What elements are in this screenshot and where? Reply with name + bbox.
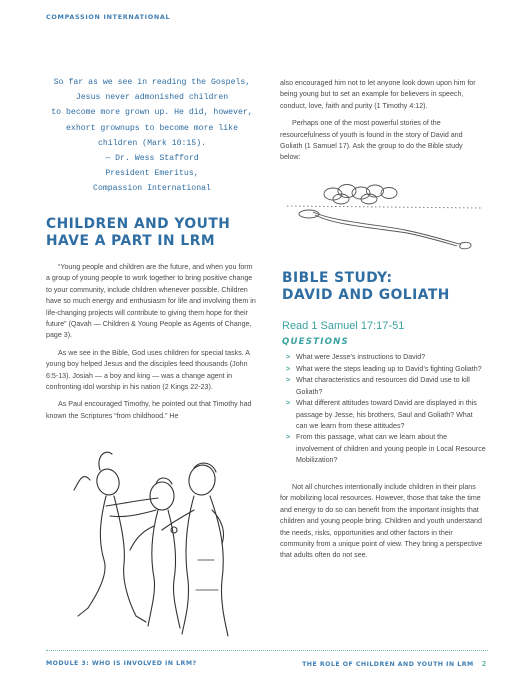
questions-list: [286, 352, 486, 467]
footer-module-title: MODULE 3: WHO IS INVOLVED IN LRM?: [46, 660, 197, 667]
heading-line: HAVE A PART IN LRM: [46, 233, 216, 249]
chevron-right-icon: >: [286, 433, 291, 442]
quote-line: Jesus never admonished children: [75, 93, 229, 103]
body-paragraph: Perhaps one of the most powerful stories of the resourcefulness of youth is found in the story of David and Goliath (1 Samuel 17). Ask the group to do the Bible study below:: [280, 119, 463, 162]
quote-line: exhort grownups to become more like: [66, 123, 238, 133]
heading-line: CHILDREN AND YOUTH: [46, 216, 231, 232]
question-text: From this passage, what can we learn about the involvement of children and young people in Local Resource Mobilization?: [296, 433, 486, 464]
body-paragraph: also encouraged him not to let anyone look down upon him for being young but to set an example for believers in speech, conduct, love, faith and purity (1 Timothy 4:12).: [280, 79, 476, 110]
footer-section-label: THE ROLE OF CHILDREN AND YOUTH IN LRM: [302, 661, 474, 668]
question-text: What were Jesse’s instructions to David?: [296, 353, 426, 361]
quote-line: So far as we see in reading the Gospels,: [53, 78, 251, 87]
chevron-right-icon: >: [286, 399, 291, 408]
list-item: [286, 432, 486, 466]
sling-illustration: [285, 160, 485, 250]
pull-quote: [46, 75, 258, 197]
children-section-body: [46, 262, 258, 428]
question-text: What different attitudes toward David are displayed in this passage by Jesse, his brothers, Saul and Goliath? What can we learn from these attitudes?: [296, 399, 477, 430]
list-item: [286, 398, 486, 432]
quote-line: to become more grown up. He did, however,: [51, 108, 253, 118]
people-sketch-illustration: [70, 440, 240, 640]
chevron-right-icon: >: [286, 376, 291, 385]
questions-title: QUESTIONS: [282, 337, 349, 347]
quote-attribution: — Dr. Wess Stafford: [105, 154, 199, 164]
bible-study-heading: [282, 270, 450, 304]
body-paragraph: As Paul encouraged Timothy, he pointed out that Timothy had known the Scriptures “from childhood.” He: [46, 400, 252, 420]
heading-line: DAVID AND GOLIATH: [282, 287, 450, 303]
heading-line: BIBLE STUDY:: [282, 270, 393, 286]
question-text: What were the steps leading up to David’s fighting Goliath?: [296, 364, 482, 373]
page-number: 2: [481, 660, 487, 668]
question-text: What characteristics and resources did David use to kill Goliath?: [296, 376, 470, 396]
list-item: [286, 352, 486, 363]
chevron-right-icon: >: [286, 353, 291, 361]
footer-section-title: [302, 660, 487, 668]
list-item: [286, 364, 486, 375]
quote-line: children (Mark 10:15).: [97, 138, 207, 148]
header-org: COMPASSION INTERNATIONAL: [46, 13, 171, 21]
quote-attribution: President Emeritus,: [105, 169, 199, 179]
quote-attribution: Compassion International: [93, 184, 211, 194]
right-column-intro: [280, 78, 485, 170]
scripture-reference: Read 1 Samuel 17:17-51: [282, 320, 405, 332]
body-paragraph: “Young people and children are the future, and when you form a group of young people to work together to bring positive change to your community, include children whenever possible. Children have so much energy and enthusiasm for life and involving them in life-changing projects will contribute to giving them hope for their future” (Qavah — Children & Young People as Agents of Change, page 3).: [46, 263, 256, 340]
list-item: [286, 375, 486, 397]
chevron-right-icon: >: [286, 364, 291, 373]
children-section-heading: [46, 216, 230, 250]
bible-study-closing: [280, 482, 485, 568]
body-paragraph: As we see in the Bible, God uses children for special tasks. A young boy helped Jesus and the disciples feed thousands (John 6:5-13). Josiah — a boy and king — was a change agent in confronting idol worship in his nation (2 Kings 22-23).: [46, 348, 250, 392]
body-paragraph: Not all churches intentionally include children in their plans for mobilizing local resources. However, those that take the time and energy to do so can benefit from the important insights that children and young people bring. Children and youth understand the needs, risks, opportunities and other factors in their community from a unique point of view. They bring a perspective that adults often do not see.: [280, 483, 483, 560]
footer-divider: [46, 650, 488, 651]
